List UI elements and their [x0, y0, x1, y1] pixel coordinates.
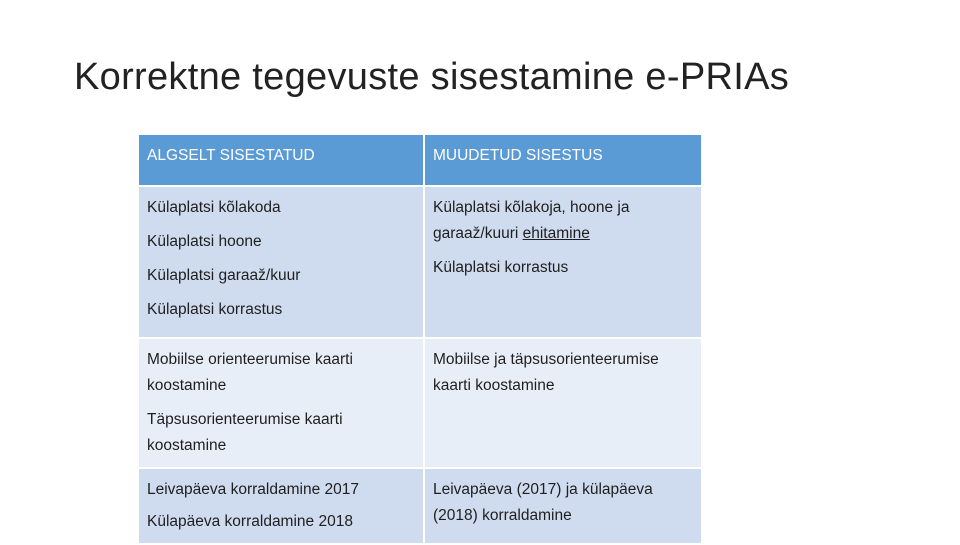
- cell-changed: [424, 338, 702, 468]
- cell-text: Külaplatsi garaaž/kuur: [147, 267, 301, 284]
- cell-original: [138, 186, 424, 338]
- cell-text: Külaplatsi korrastus: [433, 259, 569, 276]
- cell-text: Külapäeva korraldamine 2018: [147, 513, 353, 530]
- cell-text: Leivapäeva korraldamine 2017: [147, 481, 359, 498]
- underlined-text: ehitamine: [522, 225, 590, 242]
- cell-text: Täpsusorienteerumise kaarti koostamine: [147, 411, 343, 454]
- cell-text-line: [433, 221, 693, 247]
- table-header-row: [138, 134, 702, 186]
- cell-text: Külaplatsi hoone: [147, 233, 262, 250]
- cell-text: Mobiilse ja täpsusorienteerumise kaarti koostamine: [433, 351, 659, 394]
- cell-text: Mobiilse orienteerumise kaarti koostamine: [147, 351, 353, 394]
- cell-text: Leivapäeva (2017) ja külapäeva (2018) korraldamine: [433, 481, 653, 524]
- cell-text: Külaplatsi kõlakoja, hoone ja: [433, 199, 630, 216]
- table-row: [138, 468, 702, 544]
- cell-text: Külaplatsi kõlakoda: [147, 199, 281, 216]
- cell-changed: [424, 186, 702, 338]
- cell-text: Külaplatsi korrastus: [147, 301, 283, 318]
- slide-title: Korrektne tegevuste sisestamine e-PRIAs: [74, 56, 790, 98]
- comparison-table: [137, 133, 703, 545]
- header-original: ALGSELT SISESTATUD: [138, 134, 424, 186]
- cell-changed: [424, 468, 702, 544]
- header-changed: MUUDETUD SISESTUS: [424, 134, 702, 186]
- cell-original: [138, 338, 424, 468]
- table-row: [138, 338, 702, 468]
- cell-original: [138, 468, 424, 544]
- cell-text: garaaž/kuuri: [433, 225, 523, 242]
- table-row: [138, 186, 702, 338]
